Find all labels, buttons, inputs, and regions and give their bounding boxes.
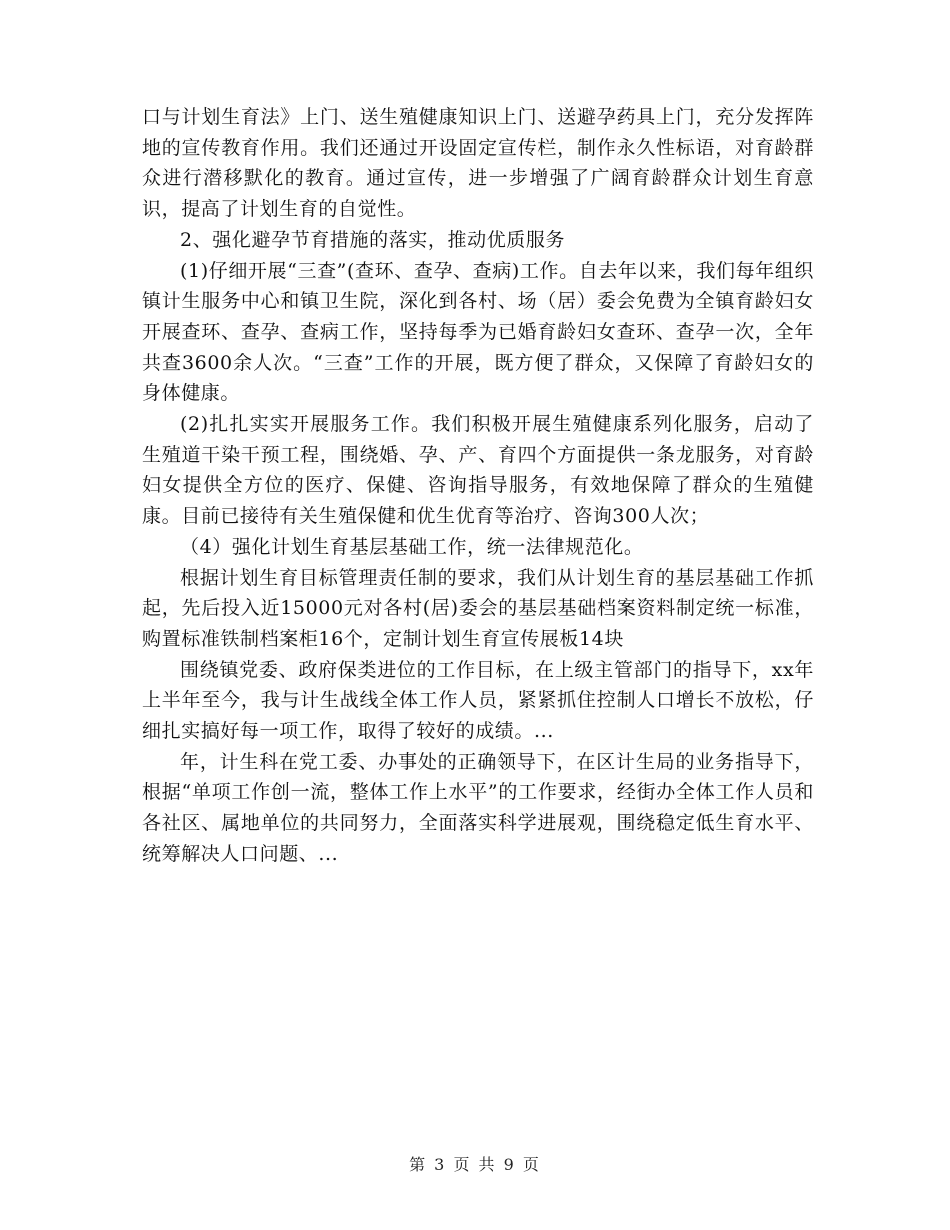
paragraph-summary: 年，计生科在党工委、办事处的正确领导下，在区计生局的业务指导下，根据“单项工作创一流，整体工作上水平”的工作要求，经街办全体工作人员和各社区、属地单位的共同努力，全面落实科学进展观，围绕稳定低生育水平、统筹解决人口问题、... bbox=[142, 750, 814, 865]
paragraph-grassroots-work: 根据计划生育目标管理责任制的要求，我们从计划生育的基层基础工作抓起，先后投入近15000元对各村(居)委会的基层基础档案资料制定统一标准，购置标准铁制档案柜16个，定制计划生育宣传展板14块 bbox=[142, 566, 814, 650]
page-number: 第 3 页 共 9 页 bbox=[409, 1155, 541, 1174]
paragraph-three-checks: (1)仔细开展“三查”(查环、查孕、查病)工作。自去年以来，我们每年组织镇计生服务中心和镇卫生院，深化到各村、场（居）委会免费为全镇育龄妇女开展查环、查孕、查病工作，坚持每季为已婚育龄妇女查环、查孕一次，全年共查3600余人次。“三查”工作的开展，既方便了群众，又保障了育龄妇女的身体健康。 bbox=[142, 259, 814, 405]
paragraph-continuation: 口与计划生育法》上门、送生殖健康知识上门、送避孕药具上门，充分发挥阵地的宣传教育作用。我们还通过开设固定宣传栏，制作永久性标语，对育龄群众进行潜移默化的教育。通过宣传，进一步增强了广阔育龄群众计划生育意识，提高了计划生育的自觉性。 bbox=[142, 106, 814, 221]
section-heading-grassroots: （4）强化计划生育基层基础工作，统一法律规范化。 bbox=[180, 535, 644, 558]
paragraph-goals: 围绕镇党委、政府保类进位的工作目标，在上级主管部门的指导下，xx年上半年至今，我与计生战线全体工作人员，紧紧抓住控制人口增长不放松，仔细扎实搞好每一项工作，取得了较好的成绩。... bbox=[142, 658, 814, 743]
paragraph-services: (2)扎扎实实开展服务工作。我们积极开展生殖健康系列化服务，启动了生殖道干染干预工程，围绕婚、孕、产、育四个方面提供一条龙服务，对育龄妇女提供全方位的医疗、保健、咨询指导服务，有效地保障了群众的生殖健康。目前已接待有关生殖保健和优生优育等治疗、咨询300人次； bbox=[142, 413, 814, 528]
document-body bbox=[142, 102, 814, 870]
section-heading-contraception: 2、强化避孕节育措施的落实，推动优质服务 bbox=[180, 228, 566, 251]
